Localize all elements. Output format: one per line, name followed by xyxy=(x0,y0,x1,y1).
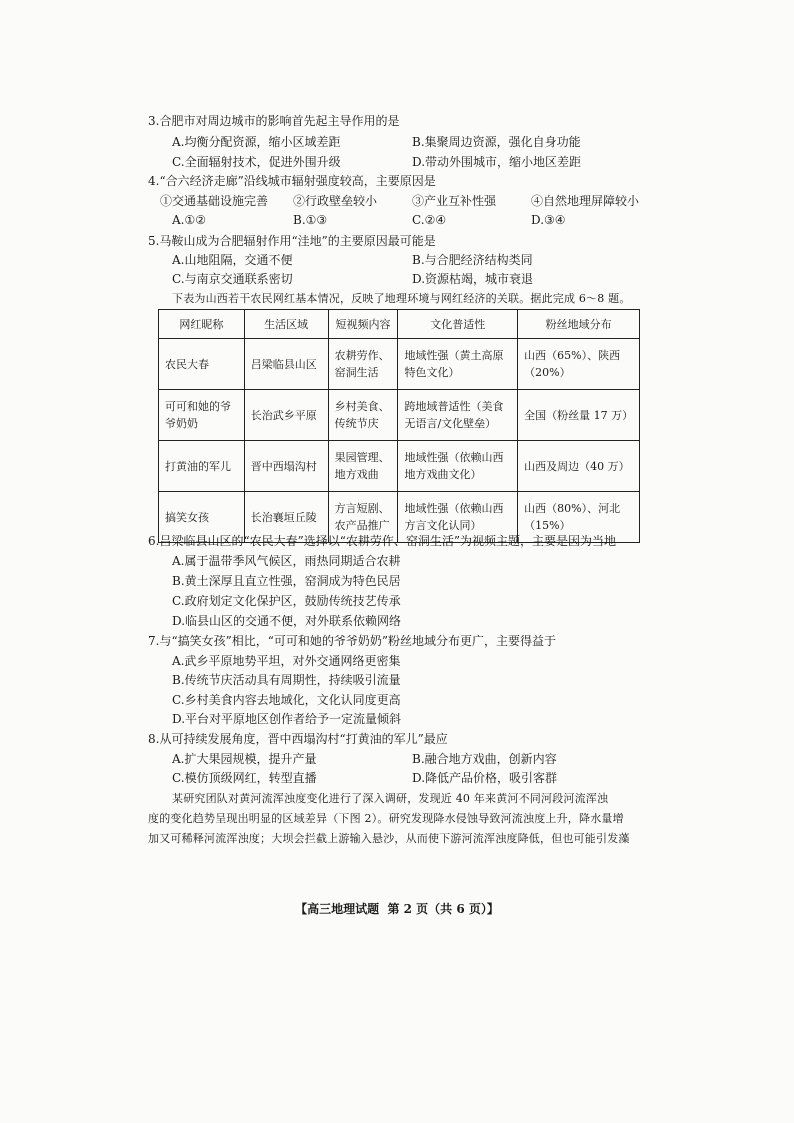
table-row xyxy=(159,441,640,492)
header-nickname: 网红昵称 xyxy=(159,310,245,339)
cell-culture: 跨地域普适性（美食无语言/文化壁垒） xyxy=(398,390,518,441)
cell-nickname: 打黄油的军儿 xyxy=(159,441,245,492)
cell-fans: 山西（80%）、河北（15%） xyxy=(518,492,640,543)
cell-nickname: 可可和她的爷爷奶奶 xyxy=(159,390,245,441)
cell-fans: 山西（65%）、陕西（20%） xyxy=(518,339,640,390)
cell-culture: 地域性强（依赖山西地方戏曲文化） xyxy=(398,441,518,492)
q8-option-c: C.模仿顶级网红，转型直播 xyxy=(172,771,317,785)
table-row xyxy=(159,390,640,441)
cell-fans: 全国（粉丝量 17 万） xyxy=(518,390,640,441)
q5-option-a: A.山地阻隔，交通不便 xyxy=(172,253,293,267)
cell-content: 方言短剧、农产品推广 xyxy=(328,492,398,543)
paragraph-line-3: 加又可稀释河流浑浊度；大坝会拦截上游输入悬沙，从而使下游河流浑浊度降低，但也可能引发藻 xyxy=(148,832,630,845)
q6-option-b: B.黄土深厚且直立性强，窑洞成为特色民居 xyxy=(172,574,401,588)
cell-content: 农耕劳作、窑洞生活 xyxy=(328,339,398,390)
cell-content: 果园管理、地方戏曲 xyxy=(328,441,398,492)
q5-option-d: D.资源枯竭，城市衰退 xyxy=(412,272,534,286)
q4-option-c: C.②④ xyxy=(412,213,447,227)
cell-area: 长治襄垣丘陵 xyxy=(244,492,328,543)
q4-statement-3: ③产业互补性强 xyxy=(412,194,497,208)
q6-option-d: D.临县山区的交通不便，对外联系依赖网络 xyxy=(172,614,402,628)
q7-option-a: A.武乡平原地势平坦，对外交通网络更密集 xyxy=(172,654,401,668)
q8-option-a: A.扩大果园规模，提升产量 xyxy=(172,752,317,766)
q3-option-b: B.集聚周边资源，强化自身功能 xyxy=(412,135,581,149)
cell-fans: 山西及周边（40 万） xyxy=(518,441,640,492)
cell-culture: 地域性强（黄土高原特色文化） xyxy=(398,339,518,390)
q4-statement-1: ①交通基础设施完善 xyxy=(160,194,269,208)
q7-stem: 7.与“搞笑女孩”相比，“可可和她的爷爷奶奶”粉丝地域分布更广，主要得益于 xyxy=(148,634,556,648)
q6-stem: 6.吕梁临县山区的“农民大春”选择以“农耕劳作、窑洞生活”为视频主题，主要是因为当地 xyxy=(148,534,616,548)
paragraph-line-2: 度的变化趋势呈现出明显的区域差异（下图 2）。研究发现降水侵蚀导致河流浊度上升，降水量增 xyxy=(148,812,624,825)
q7-option-d: D.平台对平原地区创作者给予一定流量倾斜 xyxy=(172,712,402,726)
q6-option-a: A.属于温带季风气候区，雨热同期适合农耕 xyxy=(172,554,401,568)
q4-stem: 4.“合六经济走廊”沿线城市辐射强度较高，主要原因是 xyxy=(148,174,436,188)
q3-option-a: A.均衡分配资源，缩小区域差距 xyxy=(172,135,341,149)
q8-option-d: D.降低产品价格，吸引客群 xyxy=(412,771,558,785)
paragraph-line-1: 某研究团队对黄河流浑浊度变化进行了深入调研，发现近 40 年来黄河不同河段河流浑浊 xyxy=(172,792,609,805)
page-footer xyxy=(0,900,794,917)
cell-culture: 地域性强（依赖山西方言文化认同） xyxy=(398,492,518,543)
cell-area: 晋中西塌沟村 xyxy=(244,441,328,492)
cell-nickname: 搞笑女孩 xyxy=(159,492,245,543)
q7-option-b: B.传统节庆活动具有周期性，持续吸引流量 xyxy=(172,673,401,687)
q5-option-b: B.与合肥经济结构类同 xyxy=(412,253,533,267)
influencer-table xyxy=(158,309,640,543)
q3-option-d: D.带动外围城市，缩小地区差距 xyxy=(412,155,582,169)
q5-stem: 5.马鞍山成为合肥辐射作用“洼地”的主要原因最可能是 xyxy=(148,234,436,248)
header-fans: 粉丝地域分布 xyxy=(518,310,640,339)
cell-area: 吕梁临县山区 xyxy=(244,339,328,390)
q8-stem: 8.从可持续发展角度，晋中西塌沟村“打黄油的军儿”最应 xyxy=(148,732,448,746)
q4-statement-2: ②行政壁垒较小 xyxy=(293,194,378,208)
table-intro: 下表为山西若干农民网红基本情况，反映了地理环境与网红经济的关联。据此完成 6～8 题。 xyxy=(172,292,631,305)
q5-option-c: C.与南京交通联系密切 xyxy=(172,272,293,286)
q4-option-b: B.①③ xyxy=(293,213,328,227)
q8-option-b: B.融合地方戏曲，创新内容 xyxy=(412,752,557,766)
q4-statement-4: ④自然地理屏障较小 xyxy=(531,194,640,208)
q3-stem: 3.合肥市对周边城市的影响首先起主导作用的是 xyxy=(148,114,400,128)
header-area: 生活区域 xyxy=(244,310,328,339)
q4-option-a: A.①② xyxy=(172,213,206,227)
header-culture: 文化普适性 xyxy=(398,310,518,339)
footer-page-number: 第 2 页（共 6 页）】 xyxy=(387,902,499,916)
footer-title: 【高三地理试题 xyxy=(295,902,380,916)
q4-option-d: D.③④ xyxy=(531,213,566,227)
q3-option-c: C.全面辐射技术，促进外围升级 xyxy=(172,155,341,169)
table-header-row xyxy=(159,310,640,339)
header-content: 短视频内容 xyxy=(328,310,398,339)
cell-content: 乡村美食、传统节庆 xyxy=(328,390,398,441)
cell-area: 长治武乡平原 xyxy=(244,390,328,441)
table-row xyxy=(159,339,640,390)
q6-option-c: C.政府划定文化保护区，鼓励传统技艺传承 xyxy=(172,594,401,608)
cell-nickname: 农民大春 xyxy=(159,339,245,390)
q7-option-c: C.乡村美食内容去地域化，文化认同度更高 xyxy=(172,693,401,707)
